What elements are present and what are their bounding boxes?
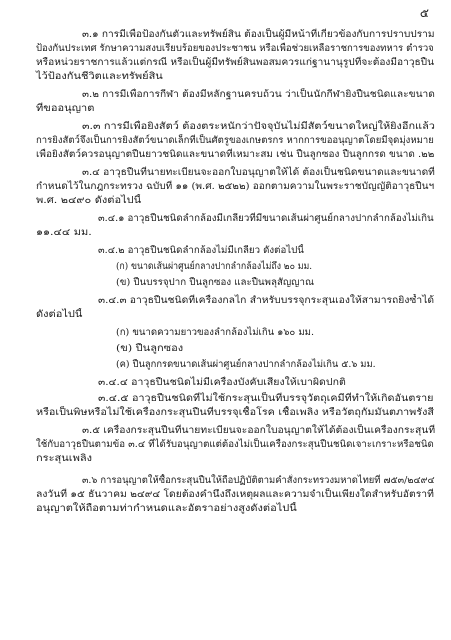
- text-line-content: ดังต่อไปนี้: [36, 309, 83, 320]
- text-line: [0, 406, 451, 420]
- text-line-content: ป้องกันประเทศ รักษาความสงบเรียบร้อยของประชาชน หรือเพื่อช่วยเหลือราชการของทหาร ตำรวจ: [36, 43, 434, 54]
- text-line: [0, 392, 451, 406]
- text-line: [0, 134, 451, 148]
- text-line-content: ๓.๔.๓ อาวุธปืนชนิดที่เครื่องกลไก สำหรับบรรจุกระสุนเองให้สามารถยิงซ้ำได้: [98, 295, 435, 306]
- text-line: [0, 166, 451, 180]
- text-line: [0, 194, 451, 208]
- text-line-content: ๓.๓ การมีเพื่อยิงสัตว์ ต้องตระหนักว่าปัจจุบันไม่มีสัตว์ขนาดใหญ่ให้ยิงอีกแล้ว: [82, 121, 435, 132]
- text-line-content: ลงวันที่ ๑๕ ธันวาคม ๒๔๙๔ โดยต้องคำนึงถึงเหตุผลและความจำเป็นเพียงใดสำหรับอัตราที่: [36, 489, 434, 500]
- text-line: [0, 120, 451, 134]
- text-line-content: (ข) ปืนลูกซอง: [116, 343, 184, 354]
- text-line-content: หรือหน่วยราชการแล้วแต่กรณี หรือเป็นผู้มีทรัพย์สินพอสมควรแก่ฐานานุรูปที่จะต้องมีอาวุธปืน: [36, 57, 435, 68]
- text-line: [0, 502, 451, 516]
- text-line: [0, 70, 451, 84]
- text-line-content: ๓.๒ การมีเพื่อการกีฬา ต้องมีหลักฐานครบถ้วน ว่าเป็นนักกีฬายิงปืนชนิดและขนาด: [82, 89, 435, 100]
- text-line: [0, 308, 451, 322]
- text-line-content: กระสุนเพลิง: [36, 453, 93, 464]
- page-number: ๕: [419, 6, 429, 20]
- text-line-content: ที่ขออนุญาต: [36, 103, 95, 114]
- text-line: [0, 28, 451, 42]
- text-line-content: ใช้กับอาวุธปืนตามข้อ ๓.๔ ที่ได้รับอนุญาตแต่ต้องไม่เป็นเครื่องกระสุนปืนชนิดเจาะเกราะหรือชนิด: [36, 439, 434, 450]
- text-line-content: หรือเป็นพิษหรือไม่ใช้เครื่องกระสุนปืนที่บรรจุเชื้อโรค เชื้อเพลิง หรือวัตถุกัมมันตภาพรังสี: [36, 407, 434, 418]
- text-line: [0, 102, 451, 116]
- text-line: [0, 438, 451, 452]
- text-line-content: ๓.๑ การมีเพื่อป้องกันตัวและทรัพย์สิน ต้องเป็นผู้มีหน้าที่เกี่ยวข้องกับการปราบปราม: [82, 29, 435, 40]
- text-line: [0, 342, 451, 356]
- text-line-content: ๓.๕ เครื่องกระสุนปืนที่นายทะเบียนจะออกใบอนุญาตให้ได้ต้องเป็นเครื่องกระสุนที่: [82, 425, 436, 436]
- text-line: [0, 56, 451, 70]
- text-line-content: กำหนดไว้ในกฎกระทรวง ฉบับที่ ๑๑ (พ.ศ. ๒๕๒๒) ออกตามความในพระราชบัญญัติอาวุธปืนฯ: [36, 181, 435, 192]
- text-line: [0, 226, 451, 240]
- text-line: [0, 294, 451, 308]
- text-line: [0, 424, 451, 438]
- text-line-content: (ก) ขนาดความยาวของลำกล้องไม่เกิน ๑๖๐ มม.: [116, 327, 315, 338]
- text-line: [0, 488, 451, 502]
- text-line: [0, 452, 451, 466]
- text-line-content: พ.ศ. ๒๔๙๐ ดังต่อไปนี้: [36, 195, 142, 206]
- text-line: [0, 148, 451, 162]
- text-line: [0, 474, 451, 488]
- text-line-content: ๓.๖ การอนุญาตให้ซื้อกระสุนปืนให้ถือปฏิบัติตามคำสั่งกระทรวงมหาดไทยที่ ๗๕๓/๒๔๙๔: [82, 475, 435, 486]
- text-line: [0, 212, 451, 226]
- text-line-content: ๓.๔.๒ อาวุธปืนชนิดลำกล้องไม่มีเกลียว ดังต่อไปนี้: [98, 245, 304, 256]
- text-line-content: อนุญาตให้ถือตามท่ากำหนดและอัตราอย่างสูงดังต่อไปนี้: [36, 503, 297, 514]
- text-line-content: ๓.๔.๕ อาวุธปืนชนิดที่ไม่ใช้กระสุนเป็นที่บรรจุวัตถุเคมีที่ทำให้เกิดอันตราย: [98, 393, 434, 404]
- text-line: [0, 326, 451, 340]
- text-line: [0, 276, 451, 290]
- text-line: [0, 260, 451, 274]
- text-line-content: (ข) ปืนบรรจุปาก ปืนลูกซอง และปืนพลุสัญญาณ: [116, 277, 314, 288]
- text-line-content: ไว้ป้องกันชีวิตและทรัพย์สิน: [36, 71, 163, 82]
- text-line: [0, 42, 451, 56]
- text-line: [0, 358, 451, 372]
- text-line: [0, 88, 451, 102]
- text-line-content: (ค) ปืนลูกกรดขนาดเส้นผ่าศูนย์กลางปากลำกล้องไม่เกิน ๕.๖ มม.: [116, 359, 376, 370]
- text-line-content: ๑๑.๔๔ มม.: [36, 227, 92, 238]
- text-line-content: การยิงสัตว์จึงเป็นการยิงสัตว์ขนาดเล็กที่เป็นศัตรูของเกษตรกร หากการขออนุญาตโดยมีจุดมุ่งหมาย: [36, 135, 434, 146]
- text-line-content: ๓.๔.๔ อาวุธปืนชนิดไม่มีเครื่องบังคับเสียงให้เบาผิดปกติ: [98, 377, 346, 388]
- text-line-content: ๓.๔.๑ อาวุธปืนชนิดลำกล้องมีเกลียวที่มีขนาดเส้นผ่าศูนย์กลางปากลำกล้องไม่เกิน: [98, 213, 434, 224]
- text-line-content: ๓.๔ อาวุธปืนที่นายทะเบียนจะออกใบอนุญาตให้ได้ ต้องเป็นชนิดขนาดและขนาดที่: [82, 167, 435, 178]
- text-line: [0, 244, 451, 258]
- text-line-content: เพื่อยิงสัตว์ควรอนุญาตปืนยาวชนิดและขนาดที่เหมาะสม เช่น ปืนลูกซอง ปืนลูกกรด ขนาด .๒๒: [36, 149, 435, 160]
- text-line-content: (ก) ขนาดเส้นผ่าศูนย์กลางปากลำกล้องไม่ถึง ๒๐ มม.: [116, 261, 313, 272]
- text-line: [0, 180, 451, 194]
- text-line: [0, 376, 451, 390]
